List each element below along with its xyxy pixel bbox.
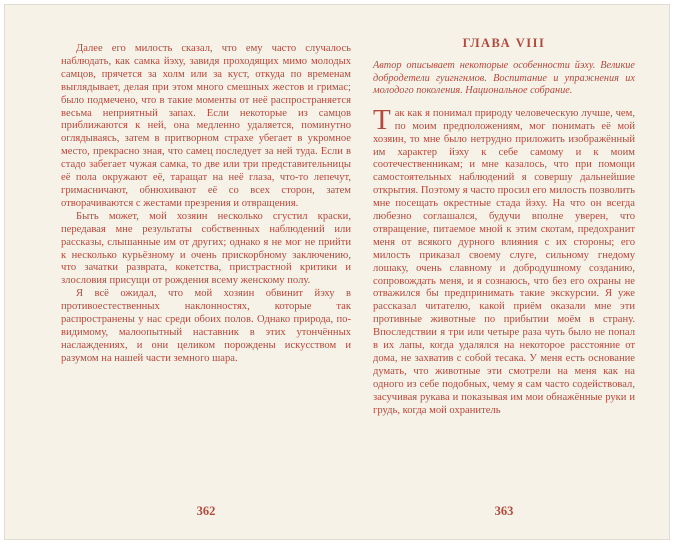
page-left bbox=[61, 5, 351, 541]
chapter-body-text: ак как я понимал природу человеческую лучше, чем, по моим предположениям, мог понимать её мой хозяин, то мне было нетрудно приложить изображённый им характер йэху к себе самому и к моим соотечественникам; и мне казалось, что при помощи самостоятельных наблюдений я совершу дальнейшие открытия. Поэтому я часто просил его милость позволить мне посещать окрестные стада йэху. На что он всегда любезно соглашался, будучи вполне уверен, что отвращение, питаемое мной к этим скотам, предохранит меня от всякого дурного влияния с их стороны; его милость приказал своему слуге, сильному гнедому лошаку, очень славному и добродушному созданию, сопровождать меня, и я сознаюсь, что без его охраны не отважился бы предпринимать такие экскурсии. Я уже рассказал читателю, какой приём оказали мне эти противные животные по прибытии моём в страну. Впоследствии я три или четыре раза чуть было не попал в их лапы, когда удалялся на некоторое расстояние от дома, не захватив с собой тесака. У меня есть основание думать, что животные эти смотрели на меня как на одного из себе подобных, чему я сам часто содействовал, засучивая рукава и показывая им мои обнажённые руки и грудь, когда мой охранитель bbox=[373, 107, 635, 416]
book-spread bbox=[4, 4, 670, 540]
paragraph: Далее его милость сказал, что ему часто случалось наблюдать, как самка йэху, завидя проходящих мимо молодых самцов, прячется за холм или за куст, откуда по временам выглядывает, делая при этом много смешных жестов и гримас; было подмечено, что в такие моменты от неё распространяется весьма неприятный запах. Если некоторые из самцов приближаются к ней, она медленно удаляется, поминутно оглядываясь, затем в притворном страхе убегает в укромное место, прекрасно зная, что самец последует за ней туда. Если в стадо забегает чужая самка, то две или три представительницы её пола окружают её, таращат на неё глаза, что-то лепечут, гримасничают, обнюхивают её со всех сторон, затем отворачиваются с жестами презрения и отвращения. bbox=[61, 43, 351, 209]
chapter-summary: Автор описывает некоторые особенности йэху. Великие добродетели гуигнгнмов. Воспитание и упражнения их молодого поколения. Национальное собрание. bbox=[373, 60, 635, 97]
drop-cap: Т bbox=[373, 103, 391, 136]
chapter-body bbox=[373, 103, 635, 418]
page-number-right: 363 bbox=[494, 504, 514, 518]
page-number-left: 362 bbox=[196, 504, 216, 518]
chapter-title: ГЛАВА VIII bbox=[462, 36, 546, 50]
page-left-text bbox=[61, 5, 351, 366]
page-right bbox=[373, 5, 635, 541]
paragraph: Я всё ожидал, что мой хозяин обвинит йэху в противоестественных наклонностях, которые так распространены у нас среди обоих полов. Однако природа, по-видимому, малоопытный наставник в этих утончённых наслаждениях, и они целиком порождены искусством и разумом на нашей части земного шара. bbox=[61, 288, 351, 364]
paragraph: Быть может, мой хозяин несколько сгустил краски, передавая мне результаты собственных наблюдений или рассказы, слышанные им от других; однако я не мог не прийти к несколько курьёзному и очень прискорбному заключению, что зачатки разврата, кокетства, пристрастной критики и злословия присущи от рождения всему женскому полу. bbox=[61, 210, 351, 287]
